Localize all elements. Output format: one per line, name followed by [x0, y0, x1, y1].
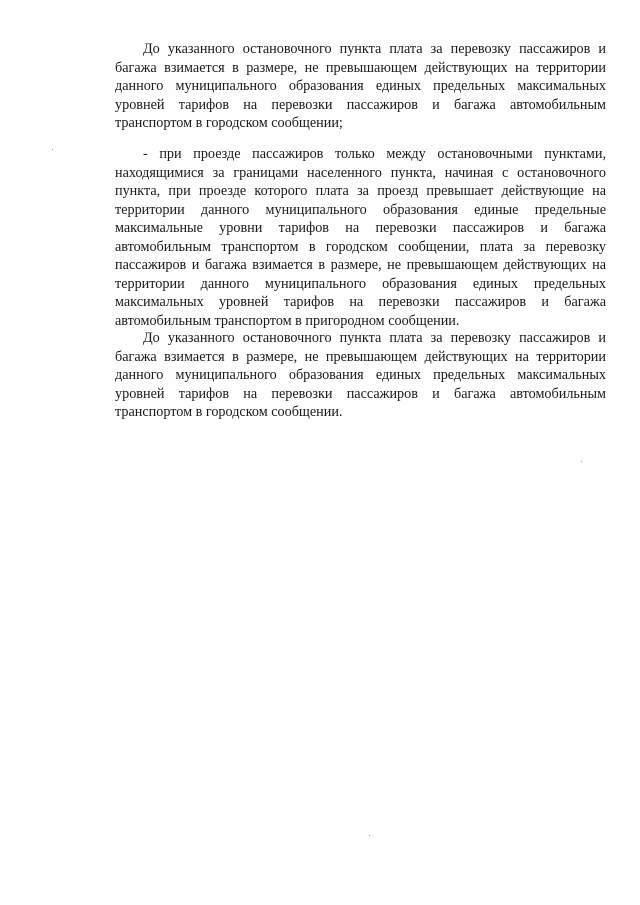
paragraph-text: - при проезде пассажиров только между остановочными пунктами, находящимися за границами населенного пункта, начиная с остановочного пункта, при проезде которого плата за проезд превышает действующие на территории данного муниципального образования единые предельные максимальные уровни тарифов на перевозки пассажиров и багажа автомобильным транспортом в городском сообщении, плата за перевозку пассажиров и багажа взимается в размере, не превышающем действующих на территории данного муниципального образования единых предельных максимальных уровней тарифов на перевозки пассажиров и багажа автомобильным транспортом в пригородном сообщении.: [115, 146, 606, 329]
paragraph-tariff-city-limit-repeat: [115, 329, 606, 422]
paragraph-tariff-city-limit: [115, 40, 606, 133]
paragraph-text: До указанного остановочного пункта плата за перевозку пассажиров и багажа взимается в размере, не превышающем действующих на территории данного муниципального образования единых предельных максимальных уровней тарифов на перевозки пассажиров и багажа автомобильным транспортом в городском сообщении.: [115, 330, 606, 420]
scan-speck: [52, 149, 53, 150]
scan-speck: [369, 835, 370, 836]
scan-speck: [581, 461, 582, 462]
paragraph-tariff-outside-settlement: [115, 145, 606, 330]
paragraph-text: До указанного остановочного пункта плата за перевозку пассажиров и багажа взимается в размере, не превышающем действующих на территории данного муниципального образования единых предельных максимальных уровней тарифов на перевозки пассажиров и багажа автомобильным транспортом в городском сообщении;: [115, 41, 606, 131]
